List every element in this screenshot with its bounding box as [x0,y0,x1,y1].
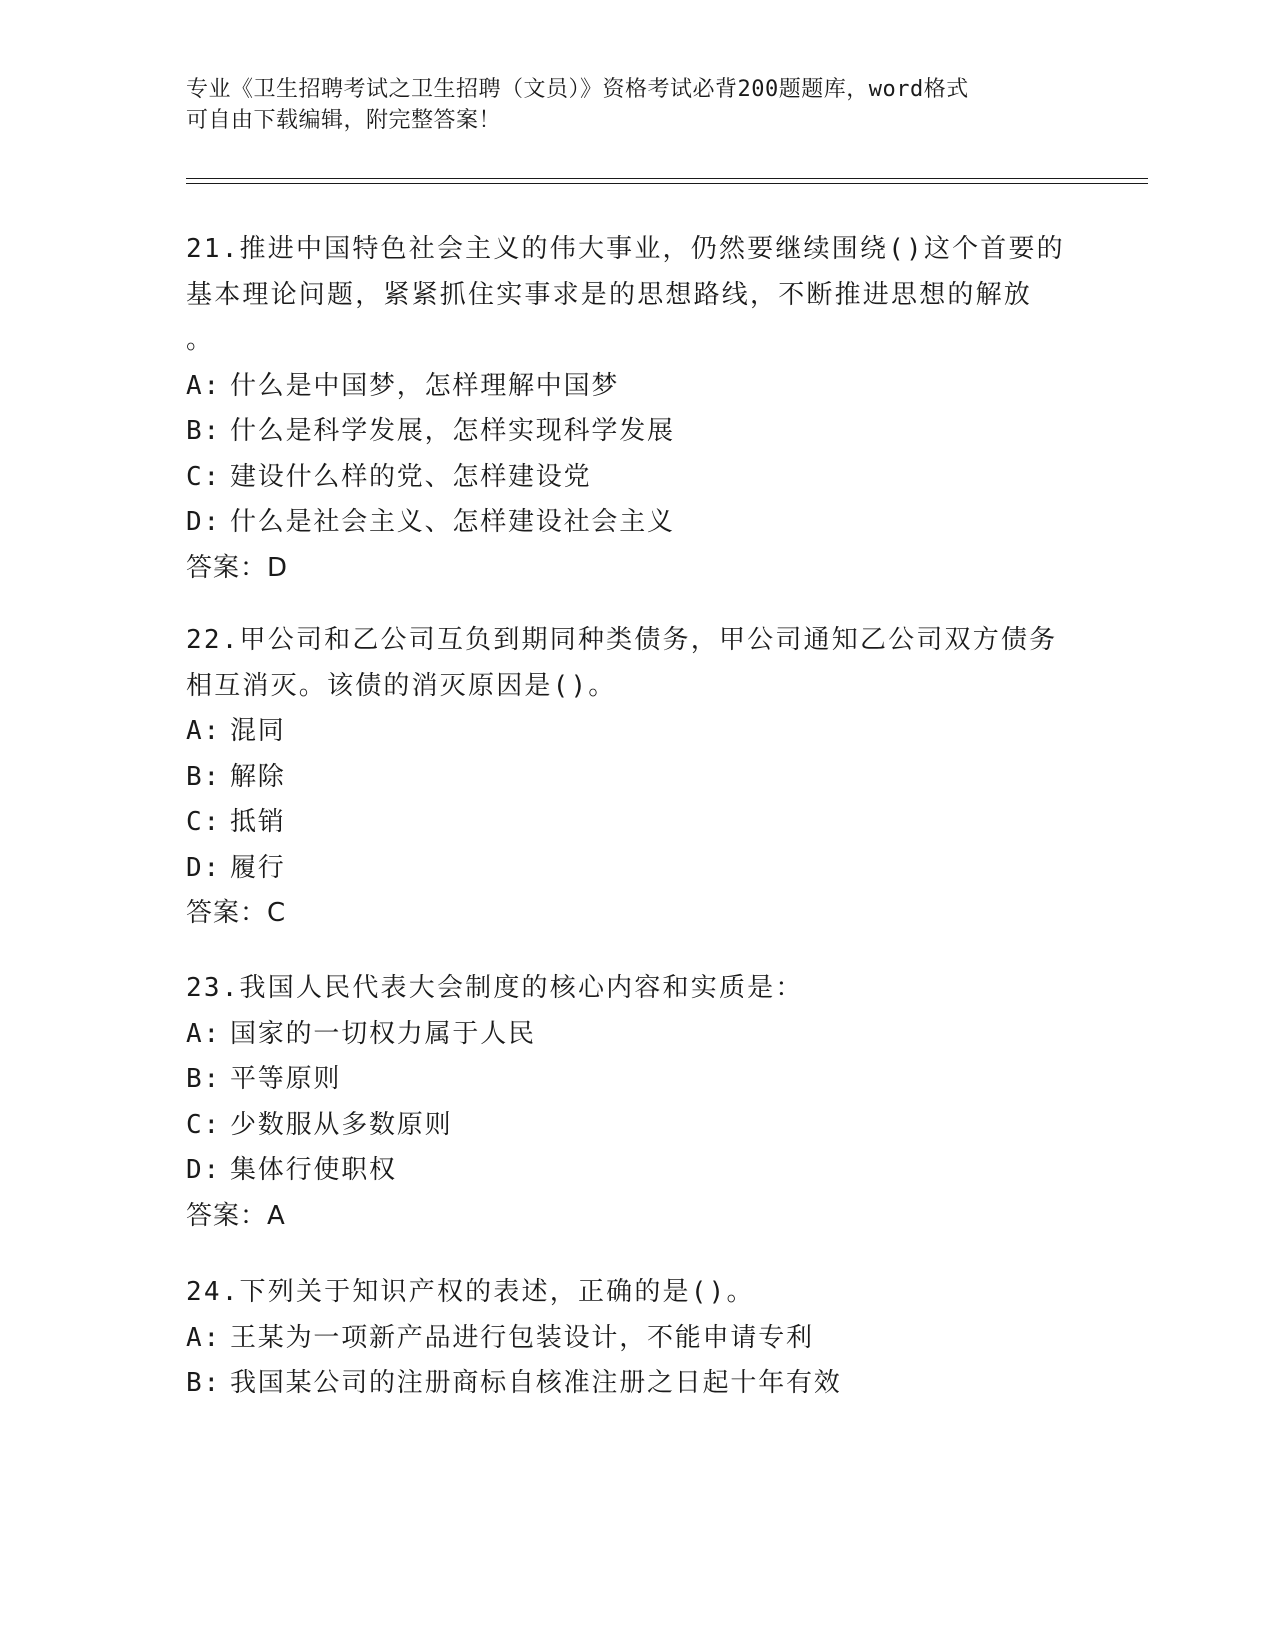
option-a [186,1012,1086,1058]
option-b [186,1361,1086,1407]
option-b [186,1057,1086,1103]
option-a [186,709,1086,755]
option-b [186,755,1086,801]
option-d [186,500,1086,546]
option-text: 什么是科学发展，怎样实现科学发展 [230,416,675,446]
option-d [186,1148,1086,1194]
option-text: 什么是社会主义、怎样建设社会主义 [230,507,675,537]
option-key: A: [186,1018,221,1049]
option-a [186,364,1086,410]
stem-line: 24.下列关于知识产权的表述，正确的是()。 [186,1277,755,1307]
option-text: 抵销 [230,807,286,837]
option-text: 少数服从多数原则 [230,1109,453,1140]
option-c [186,455,1086,501]
option-text: 履行 [230,852,286,883]
question-22 [186,618,1086,937]
option-b [186,409,1086,455]
stem-line: 23.我国人民代表大会制度的核心内容和实质是： [186,973,804,1003]
question-stem [186,227,1086,364]
header-line-1: 专业《卫生招聘考试之卫生招聘（文员）》资格考试必背200题题库，word格式 [186,77,969,102]
option-key: A: [186,1322,221,1353]
header-line-2: 可自由下载编辑，附完整答案！ [186,108,502,133]
option-key: D: [186,852,221,883]
question-23 [186,966,1086,1239]
answer: 答案：A [186,1200,286,1231]
header-rule-bottom [186,183,1148,184]
option-key: B: [186,416,221,446]
option-key: B: [186,1064,221,1094]
option-text: 我国某公司的注册商标自核准注册之日起十年有效 [230,1368,842,1398]
option-key: B: [186,761,221,792]
option-c [186,1103,1086,1149]
stem-line: 。 [186,325,215,355]
option-text: 建设什么样的党、怎样建设党 [230,461,592,492]
question-stem [186,1270,1086,1316]
option-key: C: [186,1109,221,1140]
option-key: C: [186,807,221,837]
option-text: 混同 [230,716,286,746]
option-text: 国家的一切权力属于人民 [230,1018,536,1049]
option-a [186,1316,1086,1362]
option-text: 王某为一项新产品进行包装设计，不能申请专利 [230,1322,814,1353]
answer: 答案：D [186,552,289,583]
document-header [186,74,1086,136]
stem-line: 基本理论问题，紧紧抓住实事求是的思想路线，不断推进思想的解放 [186,279,1033,310]
option-key: D: [186,1155,221,1185]
option-text: 平等原则 [230,1064,342,1094]
option-text: 解除 [230,761,286,792]
option-key: A: [186,370,221,401]
answer: 答案：C [186,898,287,928]
option-c [186,800,1086,846]
header-rule-top [186,178,1148,179]
question-21 [186,227,1086,591]
option-text: 集体行使职权 [230,1155,397,1185]
option-key: A: [186,716,221,746]
stem-line: 21.推进中国特色社会主义的伟大事业，仍然要继续围绕()这个首要的 [186,234,1065,264]
option-text: 什么是中国梦，怎样理解中国梦 [230,370,620,401]
stem-line: 相互消灭。该债的消灭原因是()。 [186,670,617,701]
option-key: B: [186,1368,221,1398]
question-stem [186,966,1086,1012]
option-d [186,846,1086,892]
stem-line: 22.甲公司和乙公司互负到期同种类债务，甲公司通知乙公司双方债务 [186,625,1058,655]
option-key: D: [186,507,221,537]
question-24 [186,1270,1086,1407]
option-key: C: [186,461,221,492]
question-stem [186,618,1086,709]
